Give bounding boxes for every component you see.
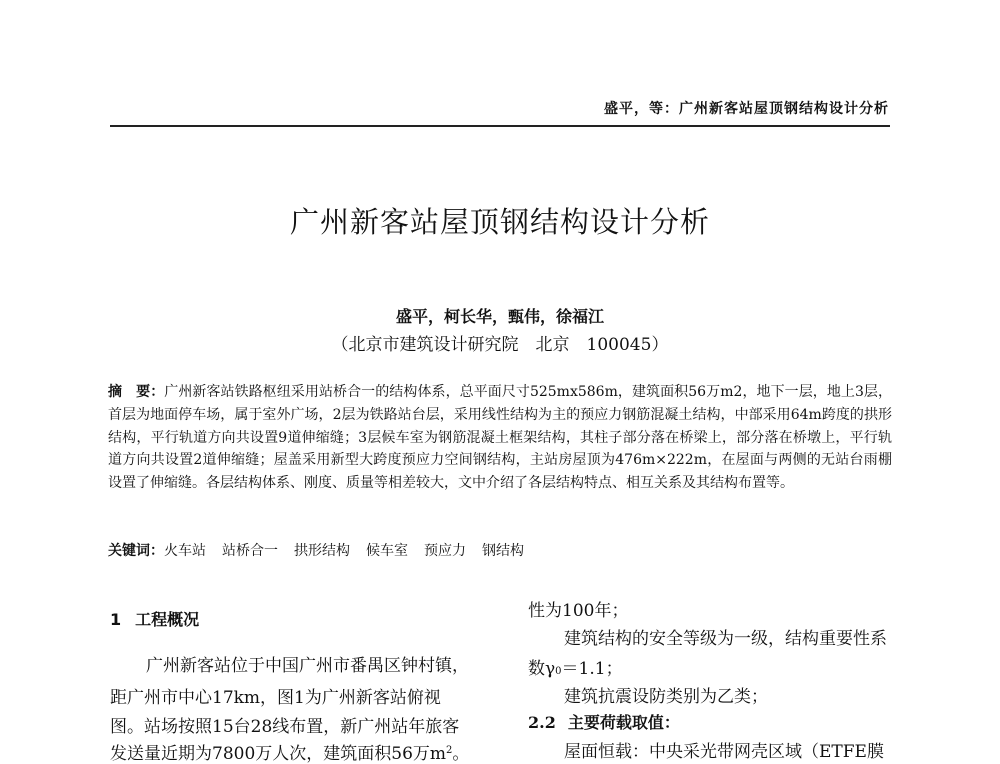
keywords — [108, 540, 540, 560]
abstract-text: 广州新客站铁路枢纽采用站桥合一的结构体系，总平面尺寸525mx586m，建筑面积56万m2，地下一层，地上3层，首层为地面停车场，属于室外广场，2层为铁路站台层，采用线性结构为主的预应力钢筋混凝土结构，中部采用64m跨度的拱形结构，平行轨道方向共设置9道伸缩缝；3层候车室为钢筋混凝土框架结构，其柱子部分落在桥梁上，部分落在桥墩上，平行轨道方向共设置2道伸缩缝；屋盖采用新型大跨度预应力空间钢结构，主站房屋顶为476m×222m，在屋面与两侧的无站台雨棚设置了伸缩缝。各层结构体系、刚度、质量等相差较大，文中介绍了各层结构特点、相互关系及其结构布置等。 — [108, 384, 892, 492]
keyword-item: 站桥合一 — [222, 543, 278, 559]
section-title: 工程概况 — [135, 610, 200, 629]
body-line: 性为100年； — [528, 601, 629, 621]
subscript: 0 — [555, 666, 562, 677]
section-2-2-heading — [528, 710, 680, 733]
body-text: ＝1.1； — [561, 659, 623, 679]
body-text: 。 — [452, 744, 470, 764]
body-text: 数γ — [528, 659, 556, 679]
paper-authors: 盛平，柯长华，甄伟，徐福江 — [395, 307, 604, 326]
running-header: 盛平，等：广州新客站屋顶钢结构设计分析 — [604, 101, 889, 117]
section-number: 1 — [110, 610, 122, 629]
section-1-heading — [110, 607, 199, 630]
keyword-item: 预应力 — [424, 543, 466, 559]
section-title: 主要荷载取值： — [567, 713, 680, 732]
keyword-item: 拱形结构 — [294, 543, 350, 559]
keyword-item: 钢结构 — [482, 543, 524, 559]
body-line: 图。站场按照15台28线布置，新广州站年旅客 — [110, 717, 460, 737]
body-line — [528, 654, 623, 679]
body-line: 距广州市中心17km，图1为广州新客站俯视 — [110, 688, 441, 708]
keyword-item: 候车室 — [366, 543, 408, 559]
body-line: 广州新客站位于中国广州市番禺区钟村镇， — [146, 656, 469, 676]
body-line: 建筑抗震设防类别为乙类； — [564, 687, 768, 707]
body-line — [110, 739, 469, 764]
paper-title: 广州新客站屋顶钢结构设计分析 — [289, 205, 710, 239]
header-rule — [110, 125, 890, 127]
paper-affiliation: （北京市建筑设计研究院 北京 100045） — [331, 335, 669, 355]
superscript: 2 — [446, 745, 453, 756]
abstract — [108, 381, 892, 495]
body-line: 建筑结构的安全等级为一级，结构重要性系 — [564, 629, 887, 649]
abstract-label: 摘 要： — [108, 384, 165, 400]
body-text: 发送量近期为7800万人次，建筑面积56万m — [110, 744, 447, 764]
body-line: 屋面恒载：中央采光带网壳区域（ETFE膜 — [564, 742, 884, 762]
section-number: 2.2 — [528, 713, 556, 732]
keywords-label: 关键词： — [108, 543, 164, 559]
keyword-item: 火车站 — [164, 543, 206, 559]
